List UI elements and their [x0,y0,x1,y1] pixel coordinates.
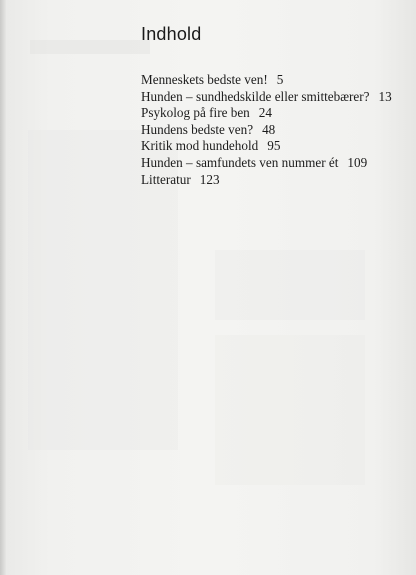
toc-entry [141,89,392,106]
toc-entry [141,138,392,155]
toc-entry-title: Psykolog på fire ben [141,105,250,121]
toc-entry-title: Litteratur [141,171,191,187]
toc-entry-title: Kritik mod hundehold [141,138,259,154]
toc-entry [141,172,392,189]
bleed-through-block [215,250,365,320]
toc-entry [141,72,392,89]
toc-entry-title: Hunden – sundhedskilde eller smittebærer? [141,88,370,104]
toc-entry-page: 24 [258,105,272,121]
toc-entry-page: 13 [378,88,392,104]
toc-entry-page: 48 [262,121,276,137]
toc-entry-page: 5 [276,72,284,87]
toc-entry [141,155,392,172]
toc-entry [141,122,392,139]
contents-heading: Indhold [141,24,202,44]
bleed-through-block [30,40,150,54]
page-binding-edge [0,0,6,575]
toc-entry [141,105,392,122]
toc-entry-page: 95 [267,138,281,154]
toc-entry-title: Hunden – samfundets ven nummer ét [141,154,339,170]
toc-entry-page: 123 [199,171,220,187]
bleed-through-block [215,335,365,485]
table-of-contents [141,72,392,188]
toc-entry-title: Menneskets bedste ven! [141,72,268,87]
toc-entry-page: 109 [347,154,368,170]
toc-entry-title: Hundens bedste ven? [141,121,254,137]
